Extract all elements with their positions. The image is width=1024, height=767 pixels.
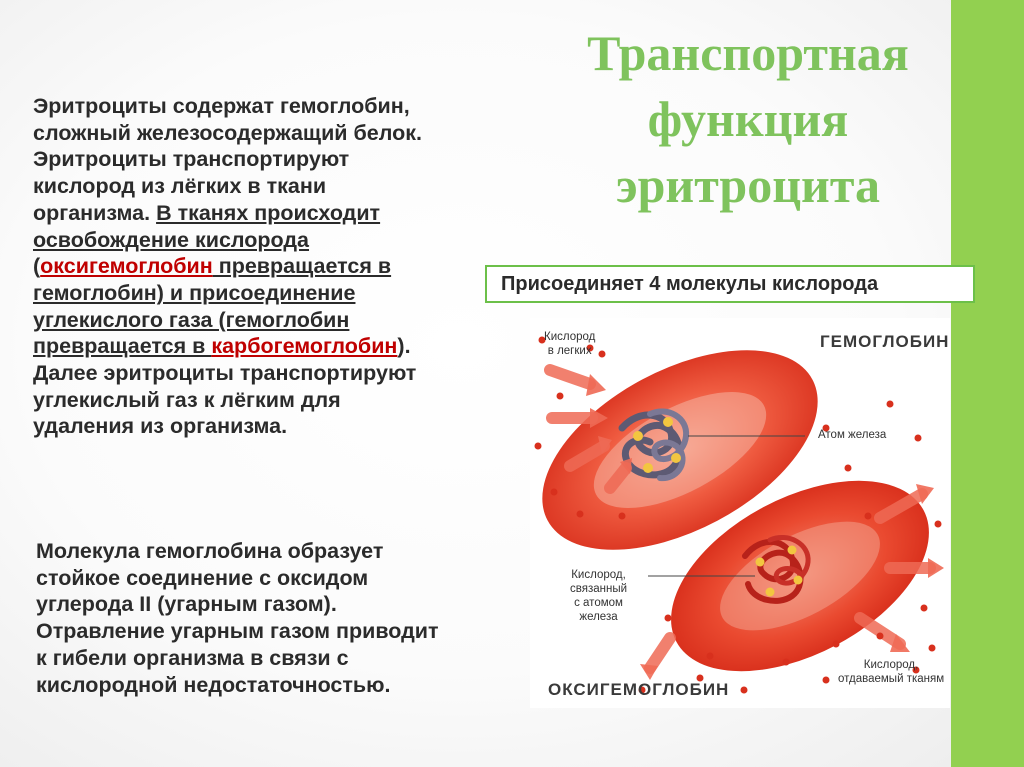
erythrocyte-illustration	[530, 318, 950, 708]
hemoglobin-label: ГЕМОГЛОБИН	[820, 332, 950, 351]
title-line-1: Транспортная	[587, 25, 909, 81]
released-oxygen-label	[838, 658, 944, 686]
underlined-segment: В тканях происходит	[156, 200, 381, 225]
title-line-3: эритроцита	[616, 157, 880, 213]
text-line: кислородной недостаточностью.	[36, 672, 391, 697]
text-line: Отравление угарным газом приводит	[36, 619, 439, 644]
text-line: сложный железосодержащий белок.	[33, 120, 422, 145]
underlined-segment: превращается в	[212, 254, 392, 279]
text-line	[33, 200, 503, 227]
label-line: отдаваемый тканям	[838, 673, 945, 685]
term-carbohemoglobin: карбогемоглобин	[211, 334, 398, 359]
text-line: углерода II (угарным газом).	[36, 592, 337, 617]
text-line: Молекула гемоглобина образует	[36, 539, 384, 563]
label-line: в легких	[547, 345, 592, 357]
side-accent-bar	[951, 0, 1024, 767]
underlined-line: гемоглобин) и присоединение	[33, 280, 356, 305]
term-oxyhemoglobin: оксигемоглобин	[40, 254, 213, 279]
text-line: стойкое соединение с оксидом	[36, 565, 369, 590]
callout-box: Присоединяет 4 молекулы кислорода	[485, 265, 975, 303]
transport-paragraph	[33, 93, 503, 440]
underlined-segment: превращается в	[33, 334, 212, 359]
text-line: удаления из организма.	[33, 414, 288, 439]
bound-oxygen-label	[570, 568, 627, 624]
oxygen-in-lungs-label	[544, 330, 595, 358]
label-line: железа	[579, 611, 618, 623]
text-line: к гибели организма в связи с	[36, 645, 349, 670]
label-line: Кислород,	[571, 569, 626, 581]
text-line: кислород из лёгких в ткани	[33, 174, 327, 199]
label-line: Кислород,	[863, 659, 919, 671]
iron-atom-label: Атом железа	[818, 429, 887, 441]
text-line	[33, 253, 503, 280]
text-segment: ).	[397, 334, 411, 359]
slide-title	[548, 20, 948, 218]
text-line: Эритроциты транспортируют	[33, 147, 350, 172]
label-line: связанный	[570, 583, 628, 595]
oxyhemoglobin-label: ОКСИГЕМОГЛОБИН	[548, 680, 730, 699]
text-line: углекислый газ к лёгким для	[33, 387, 341, 412]
carbon-monoxide-paragraph	[36, 538, 536, 698]
label-line: с атомом	[574, 597, 623, 609]
underlined-line: углекислого газа (гемоглобин	[33, 307, 350, 332]
text-line: Эритроциты содержат гемоглобин,	[33, 94, 410, 118]
title-line-2: функция	[647, 91, 849, 147]
underlined-line: освобождение кислорода	[33, 227, 310, 252]
text-segment: (	[33, 254, 41, 279]
erythrocyte-diagram	[530, 318, 950, 708]
label-line: Кислород	[544, 331, 596, 343]
text-line	[33, 333, 503, 360]
text-line: Далее эритроциты транспортируют	[33, 361, 417, 386]
text-segment: организма.	[33, 200, 157, 225]
